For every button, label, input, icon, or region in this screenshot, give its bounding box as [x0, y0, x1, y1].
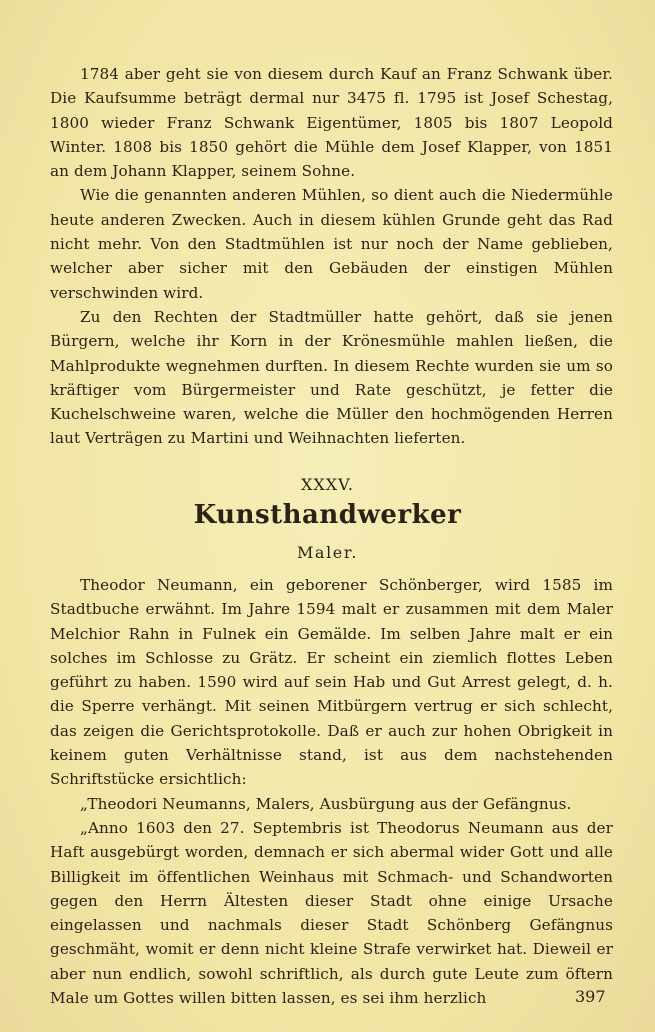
quote-title: „Theodori Neumanns, Malers, Ausbürgung aus der Gefängnus. — [80, 794, 572, 813]
bottom-text-block — [50, 573, 613, 1010]
quote-body: „Anno 1603 den 27. Septembris ist Theodorus Neumann aus der Haft ausgebürgt worden, demnach er sich abermal wider Gott und alle Billigkeit im öffentlichen Weinhaus mit Schmach- und Schandworten gegen den Herrn Ältesten dieser Stadt ohne einige Ursache eingelassen und nachmals dieser Stadt Schönberg Gefängnus geschmäht, womit er denn nicht kleine Strafe verwirket hat. Dieweil er aber nun endlich, sowohl schriftlich, als durch gute Leute zum öftern Male um Gottes willen bitten lassen, es sei ihm herzlich — [50, 818, 613, 1008]
section-subtitle: Maler. — [296, 543, 359, 562]
page-number: 397 — [575, 987, 606, 1006]
paragraph-mill-owners: 1784 aber geht sie von diesem durch Kauf an Franz Schwank über. Die Kaufsumme beträgt dermal nur 3475 fl. 1795 ist Josef Schestag, 1800 wieder Franz Schwank Eigentümer, 1805 bis 1807 Leopold Winter. 1808 bis 1850 gehört die Mühle dem Josef Klapper, von 1851 an dem Johann Klapper, seinem Sohne. — [50, 65, 613, 181]
section-title: Kunsthandwerker — [193, 500, 462, 530]
section-number: XXXV. — [300, 475, 354, 494]
paragraph-theodor-neumann: Theodor Neumann, ein geborener Schönberger, wird 1585 im Stadtbuche erwähnt. Im Jahre 1594 malt er zusammen mit dem Maler Melchior Rahn in Fulnek ein Gemälde. Im selben Jahre malt er ein solches im Schlosse zu Grätz. Er scheint ein ziemlich flottes Leben geführt zu haben. 1590 wird auf sein Hab und Gut Arrest gelegt, d. h. die Sperre verhängt. Mit seinen Mitbürgern vertrug er sich schlecht, das zeigen die Gerichtsprotokolle. Daß er auch zur hohen Obrigkeit in keinem guten Verhältnisse stand, ist aus dem nachstehenden Schriftstücke ersichtlich: — [50, 576, 613, 789]
top-text-block — [50, 62, 613, 451]
paragraph-niedermuehle: Wie die genannten anderen Mühlen, so dient auch die Niedermühle heute anderen Zwecken. Auch in diesem kühlen Grunde geht das Rad nicht mehr. Von den Stadtmühlen ist nur noch der Name geblieben, welcher aber sicher mit den Gebäuden der einstigen Mühlen verschwinden wird. — [50, 186, 613, 302]
paragraph-miller-rights: Zu den Rechten der Stadtmüller hatte gehört, daß sie jenen Bürgern, welche ihr Korn in der Krönesmühle mahlen ließen, die Mahlprodukte wegnehmen durften. In diesem Rechte wurden sie um so kräftiger vom Bürgermeister und Rate geschützt, je fetter die Kuchelschweine waren, welche die Müller den hochmögenden Herren laut Verträgen zu Martini und Weihnachten lieferten. — [50, 307, 613, 448]
